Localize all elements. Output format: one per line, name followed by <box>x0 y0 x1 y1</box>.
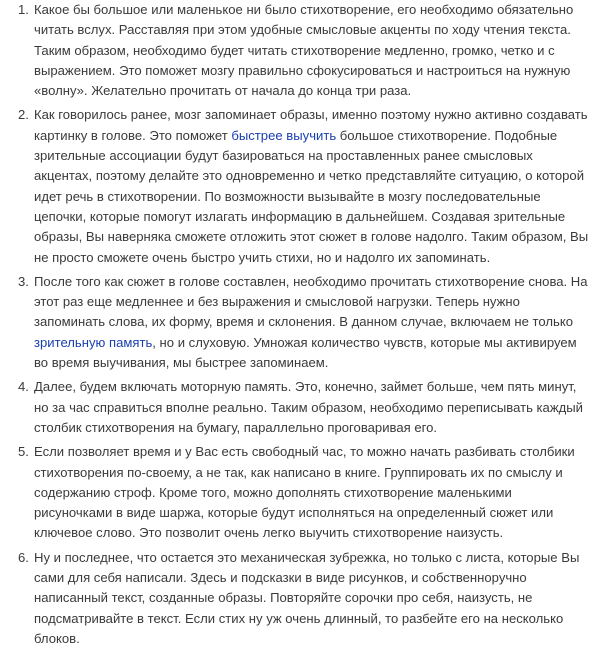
link-visual-memory[interactable]: зрительную память <box>34 334 153 350</box>
list-item-text: Если позволяет время и у Вас есть свободный час, то можно начать разбивать столбики стихотворения по-своему, а не так, как написано в книге. Группировать их по смыслу и содержанию строф. Кроме того, можно дополнять стихотворение маленькими рисуночками в виде шаржа, которые будут исполняться на определенный сюжет или ключевое слово. Это позволит очень легко выучить стихотворение наизусть. <box>34 444 575 541</box>
list-item-6 <box>0 548 600 649</box>
list-item-5 <box>0 442 600 543</box>
list-item-4 <box>0 377 600 438</box>
list-number: 4. <box>18 379 29 395</box>
list-number: 1. <box>18 2 29 17</box>
list-item-1 <box>0 0 600 101</box>
list-number: 2. <box>18 107 29 123</box>
list-number: 3. <box>18 273 29 289</box>
list-item-text: Какое бы большое или маленькое ни было стихотворение, его необходимо обязательно читать вслух. Расставляя при этом удобные смысловые акценты по ходу чтения текста. Таким образом, необходимо будет читать стихотворение медленно, громко, четко и с выражением. Это поможет мозгу правильно сфокусироваться и настроиться на нужную «волну». Желательно прочитать от начала до конца три раза. <box>34 2 574 99</box>
list-item-text-before-link: Как говорилось ранее, мозг запоминает образы, именно поэтому нужно активно создавать картинку в голове. Это поможет <box>34 107 588 143</box>
list-item-text-before-link: После того как сюжет в голове составлен, необходимо прочитать стихотворение снова. На этот раз еще медленнее и без выражения и смысловой нагрузки. Теперь нужно запоминать слова, их форму, время и склонения. В данном случае, включаем не только <box>34 273 588 330</box>
list-item-3 <box>0 272 600 373</box>
list-item-text: Далее, будем включать моторную память. Это, конечно, займет больше, чем пять минут, но за час справиться вполне реально. Таким образом, необходимо переписывать каждый столбик стихотворения на бумагу, параллельно проговаривая его. <box>34 379 583 435</box>
list-item-text-after-link: большое стихотворение. Подобные зрительные ассоциации будут базироваться на проставленных ранее смысловых акцентах, поэтому делайте это одновременно и четко представляйте ситуацию, о которой идет речь в стихотворении. По возможности вызывайте в мозгу последовательные цепочки, которые помогут излагать информацию в дальнейшем. Создавая зрительные образы, Вы наверняка сможете отложить этот сюжет в голове надолго. Таким образом, Вы не просто сможете очень быстро учить стихи, но и надолго их запоминать. <box>34 127 589 265</box>
list-item-2 <box>0 105 600 267</box>
list-item-text: Ну и последнее, что остается это механическая зубрежка, но только с листа, которые Вы сами для себя написали. Здесь и подсказки в виде рисунков, и собственноручно написанный текст, созданные образы. Повторяйте сорочки про себя, наизусть, не подсматривайте в текст. Если стих ну уж очень длинный, то разбейте его на несколько блоков. <box>34 549 580 646</box>
list-number: 5. <box>18 444 29 460</box>
list-number: 6. <box>18 549 29 565</box>
link-learn-faster[interactable]: быстрее выучить <box>231 127 337 143</box>
list-item-text-after-link: , но и слуховую. Умножая количество чувств, которые мы активируем во время выучивания, мы быстрее запоминаем. <box>34 334 577 371</box>
